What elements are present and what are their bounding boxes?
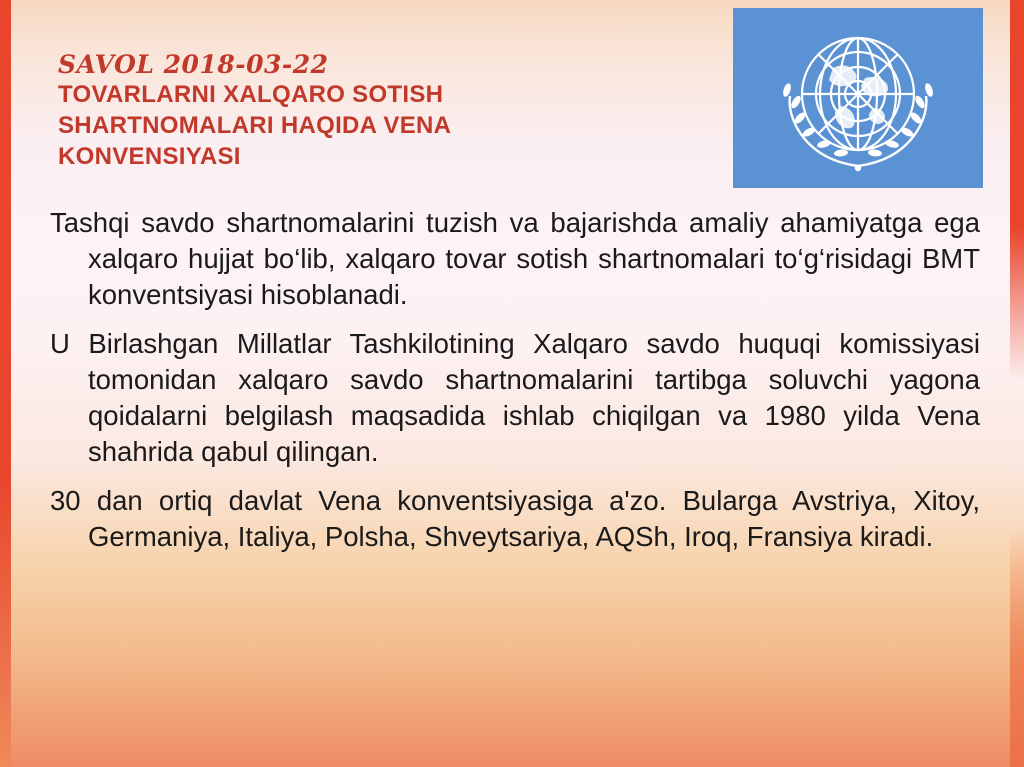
slide-body	[50, 205, 980, 555]
title-block	[58, 52, 718, 172]
right-red-border-bottom	[1010, 527, 1024, 767]
title-line-3: KONVENSIYASI	[58, 142, 241, 170]
paragraph-1: Tashqi savdo shartnomalarini tuzish va bajarishda amaliy ahamiyatga ega xalqaro hujjat bo‘lib, xalqaro tovar sotish shartnomalari to‘g‘risidagi BMT konventsiyasi hisoblanadi.	[50, 207, 980, 310]
page-title	[58, 80, 718, 172]
left-red-border	[0, 0, 11, 767]
slide-kicker: SAVOL 2018-03-22	[58, 50, 329, 79]
paragraph-2: U Birlashgan Millatlar Tashkilotining Xalqaro savdo huquqi komissiyasi tomonidan xalqaro savdo shartnomalarini tartibga soluvchi yagona qoidalarni belgilash maqsadida ishlab chiqilgan va 1980 yilda Vena shahrida qabul qilingan.	[50, 328, 980, 467]
title-line-1: TOVARLARNI XALQARO SOTISH	[58, 81, 444, 109]
right-red-border-top	[1010, 0, 1024, 380]
title-line-2: SHARTNOMALARI HAQIDA VENA	[58, 111, 452, 139]
paragraph-3: 30 dan ortiq davlat Vena konventsiyasiga a'zo. Bularga Avstriya, Xitoy, Germaniya, Italiya, Polsha, Shveytsariya, AQSh, Iroq, Fransiya kiradi.	[50, 485, 980, 552]
un-emblem-icon	[733, 8, 983, 188]
